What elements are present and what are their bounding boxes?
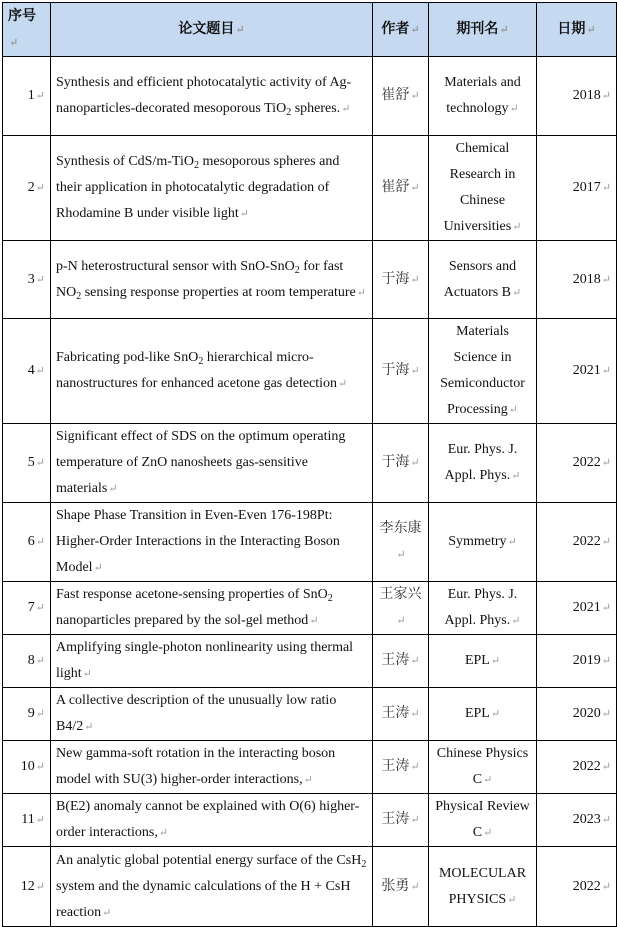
author-name: 王涛 <box>381 759 410 774</box>
cell-title <box>51 794 373 847</box>
paragraph-mark-icon: ↵ <box>35 655 45 667</box>
cell-author <box>373 319 429 424</box>
journal-name: MOLECULAR PHYSICS <box>438 865 527 907</box>
row-index: 11 <box>21 812 35 827</box>
header-title: 论文题目↵ <box>51 3 373 57</box>
cell-journal <box>429 319 537 424</box>
paragraph-mark-icon: ↵ <box>483 827 493 839</box>
paragraph-mark-icon: ↵ <box>512 286 522 299</box>
cell-author <box>373 847 429 927</box>
paragraph-mark-icon: ↵ <box>601 90 611 102</box>
row-index: 10 <box>20 759 35 774</box>
paragraph-mark-icon: ↵ <box>601 761 611 773</box>
publication-year: 2022 <box>572 534 601 549</box>
row-index: 4 <box>27 363 35 378</box>
paragraph-mark-icon: ↵ <box>396 615 406 627</box>
paragraph-mark-icon: ↵ <box>507 536 517 548</box>
row-index: 1 <box>27 88 35 103</box>
cell-author <box>373 794 429 847</box>
paragraph-mark-icon: ↵ <box>341 103 351 115</box>
paragraph-mark-icon: ↵ <box>158 827 169 839</box>
title-text: Synthesis and efficient photocatalytic activity of Ag-nanoparticles-decorated mesoporous TiO <box>56 75 352 116</box>
title-subscript: 2 <box>294 264 300 276</box>
cell-author <box>373 635 429 688</box>
paragraph-mark-icon: ↵ <box>490 708 501 720</box>
cell-date <box>537 57 617 136</box>
paragraph-mark-icon: ↵ <box>601 457 611 469</box>
paragraph-mark-icon: ↵ <box>410 708 420 720</box>
title-text: Shape Phase Transition in Even-Even 176-198Pt: Higher-Order Interactions in the Interacting Boson Model <box>56 508 340 575</box>
paragraph-mark-icon: ↵ <box>235 23 245 36</box>
title-text: New gamma-soft rotation in the interacting boson model with SU(3) higher-order interactions, <box>56 746 336 787</box>
paragraph-mark-icon: ↵ <box>410 761 420 773</box>
journal-name: Symmetry <box>448 534 507 549</box>
table-body <box>3 57 617 927</box>
publication-year: 2022 <box>572 759 601 774</box>
cell-author <box>373 424 429 503</box>
paragraph-mark-icon: ↵ <box>9 36 19 49</box>
paragraph-mark-icon: ↵ <box>35 761 45 773</box>
row-index: 8 <box>27 653 35 668</box>
cell-date <box>537 424 617 503</box>
title-text: sensing response properties at room temperature <box>81 284 356 300</box>
publication-year: 2022 <box>572 455 601 470</box>
paragraph-mark-icon: ↵ <box>410 814 420 826</box>
header-journal: 期刊名↵ <box>429 3 537 57</box>
title-text: Fast response acetone-sensing properties of SnO <box>56 587 328 602</box>
table-row <box>3 688 617 741</box>
cell-date <box>537 794 617 847</box>
cell-title <box>51 741 373 794</box>
paragraph-mark-icon: ↵ <box>35 602 45 614</box>
paragraph-mark-icon: ↵ <box>601 182 611 194</box>
row-index: 6 <box>27 534 35 549</box>
paragraph-mark-icon: ↵ <box>601 536 611 548</box>
cell-author <box>373 57 429 136</box>
publication-year: 2021 <box>572 600 601 615</box>
paragraph-mark-icon: ↵ <box>102 906 112 919</box>
paragraph-mark-icon: ↵ <box>82 668 92 680</box>
author-name: 王涛 <box>381 812 410 827</box>
cell-title <box>51 635 373 688</box>
cell-date <box>537 136 617 241</box>
cell-index <box>3 503 51 582</box>
title-text: Significant effect of SDS on the optimum operating temperature of ZnO nanosheets gas-sensitive materials <box>56 429 346 496</box>
cell-index <box>3 319 51 424</box>
paragraph-mark-icon: ↵ <box>410 880 420 893</box>
paragraph-mark-icon: ↵ <box>108 483 118 495</box>
cell-index <box>3 794 51 847</box>
journal-name: Sensors and Actuators B <box>443 258 517 300</box>
title-subscript: 2 <box>361 858 367 870</box>
cell-title <box>51 688 373 741</box>
papers-table <box>2 2 617 927</box>
paragraph-mark-icon: ↵ <box>35 273 45 286</box>
table-row <box>3 847 617 927</box>
title-subscript: 2 <box>198 356 204 367</box>
paragraph-mark-icon: ↵ <box>35 90 45 102</box>
table-row <box>3 424 617 503</box>
author-name: 王涛 <box>381 706 410 721</box>
paragraph-mark-icon: ↵ <box>511 615 521 627</box>
row-index: 5 <box>27 455 35 470</box>
table-row <box>3 57 617 136</box>
publication-year: 2023 <box>572 812 601 827</box>
journal-name: Chemical Research in Chinese Universities <box>443 141 516 234</box>
cell-author <box>373 582 429 635</box>
paragraph-mark-icon: ↵ <box>84 721 94 733</box>
publication-year: 2022 <box>572 878 601 894</box>
paragraph-mark-icon: ↵ <box>511 470 521 482</box>
author-name: 王涛 <box>381 653 410 668</box>
cell-journal <box>429 503 537 582</box>
paragraph-mark-icon: ↵ <box>601 602 611 614</box>
cell-index <box>3 635 51 688</box>
paragraph-mark-icon: ↵ <box>507 893 517 906</box>
cell-date <box>537 241 617 319</box>
cell-index <box>3 688 51 741</box>
title-text: mesoporous spheres and their application in photocatalytic degradation of Rhodamine B under visible light <box>56 154 340 221</box>
cell-index <box>3 582 51 635</box>
publication-year: 2018 <box>572 271 601 287</box>
title-text: p-N heterostructural sensor with SnO-SnO <box>56 258 295 274</box>
cell-journal <box>429 635 537 688</box>
paragraph-mark-icon: ↵ <box>410 273 420 286</box>
paragraph-mark-icon: ↵ <box>490 655 501 667</box>
author-name: 王家兴 <box>379 587 422 602</box>
journal-name: Materials and technology <box>444 75 521 116</box>
journal-name: Eur. Phys. J. Appl. Phys. <box>444 587 518 628</box>
cell-index <box>3 136 51 241</box>
cell-title <box>51 847 373 927</box>
paragraph-mark-icon: ↵ <box>35 708 45 720</box>
cell-date <box>537 847 617 927</box>
cell-journal <box>429 794 537 847</box>
title-subscript: 2 <box>327 593 333 604</box>
paragraph-mark-icon: ↵ <box>35 365 45 377</box>
cell-title <box>51 136 373 241</box>
table-row <box>3 635 617 688</box>
table-row <box>3 741 617 794</box>
paragraph-mark-icon: ↵ <box>509 103 519 115</box>
cell-title <box>51 503 373 582</box>
paragraph-mark-icon: ↵ <box>396 549 406 561</box>
journal-name: PhysicaI Review C <box>435 799 530 840</box>
paragraph-mark-icon: ↵ <box>601 655 611 667</box>
cell-journal <box>429 424 537 503</box>
cell-date <box>537 582 617 635</box>
title-text: Amplifying single-photon nonlinearity using thermal light <box>56 640 354 681</box>
paragraph-mark-icon: ↵ <box>35 182 45 194</box>
cell-title <box>51 319 373 424</box>
title-text: spheres. <box>291 101 341 116</box>
paragraph-mark-icon: ↵ <box>410 23 420 36</box>
author-name: 于海 <box>381 363 410 378</box>
table-row <box>3 319 617 424</box>
journal-name: Chinese Physics C <box>436 746 529 787</box>
paragraph-mark-icon: ↵ <box>338 378 348 390</box>
paragraph-mark-icon: ↵ <box>499 23 509 36</box>
paragraph-mark-icon: ↵ <box>483 774 493 786</box>
journal-name: EPL <box>464 653 490 668</box>
table-row <box>3 241 617 319</box>
title-subscript: 2 <box>193 160 199 171</box>
table-row <box>3 503 617 582</box>
cell-journal <box>429 688 537 741</box>
journal-name: Materials Science in Semiconductor Processing <box>440 324 525 417</box>
paragraph-mark-icon: ↵ <box>35 457 45 469</box>
journal-name: EPL <box>464 706 490 721</box>
paragraph-mark-icon: ↵ <box>410 457 420 469</box>
author-name: 崔舒 <box>381 180 410 195</box>
table-row <box>3 582 617 635</box>
cell-author <box>373 741 429 794</box>
author-name: 于海 <box>381 455 410 470</box>
cell-date <box>537 635 617 688</box>
title-text: A collective description of the unusually low ratio B4/2 <box>56 693 337 734</box>
paragraph-mark-icon: ↵ <box>410 655 420 667</box>
paragraph-mark-icon: ↵ <box>35 814 45 826</box>
row-index: 2 <box>27 180 35 195</box>
cell-index <box>3 741 51 794</box>
cell-journal <box>429 582 537 635</box>
publication-year: 2018 <box>572 88 601 103</box>
cell-author <box>373 241 429 319</box>
cell-journal <box>429 741 537 794</box>
title-subscript: 2 <box>286 107 292 118</box>
author-name: 李东康 <box>379 521 422 536</box>
cell-index <box>3 424 51 503</box>
row-index: 3 <box>27 271 35 287</box>
cell-author <box>373 136 429 241</box>
journal-name: Eur. Phys. J. Appl. Phys. <box>444 442 518 483</box>
title-text: Fabricating pod-like SnO <box>56 350 199 365</box>
paragraph-mark-icon: ↵ <box>601 273 611 286</box>
header-author: 作者↵ <box>373 3 429 57</box>
cell-journal <box>429 241 537 319</box>
paragraph-mark-icon: ↵ <box>601 365 611 377</box>
cell-journal <box>429 57 537 136</box>
title-text: Synthesis of CdS/m-TiO <box>56 154 194 169</box>
paragraph-mark-icon: ↵ <box>303 774 313 786</box>
paragraph-mark-icon: ↵ <box>410 365 420 377</box>
header-date: 日期↵ <box>537 3 617 57</box>
author-name: 张勇 <box>381 878 410 894</box>
cell-title <box>51 57 373 136</box>
cell-journal <box>429 847 537 927</box>
title-subscript: 2 <box>76 290 82 302</box>
paragraph-mark-icon: ↵ <box>35 536 45 548</box>
cell-title <box>51 582 373 635</box>
table-row <box>3 136 617 241</box>
cell-index <box>3 57 51 136</box>
publication-year: 2017 <box>572 180 601 195</box>
paragraph-mark-icon: ↵ <box>93 562 103 574</box>
publication-year: 2019 <box>572 653 601 668</box>
paragraph-mark-icon: ↵ <box>35 880 45 893</box>
cell-journal <box>429 136 537 241</box>
cell-title <box>51 424 373 503</box>
title-text: nanoparticles prepared by the sol-gel method <box>56 613 309 628</box>
title-text: system and the dynamic calculations of the H + CsH reaction <box>56 878 351 920</box>
paragraph-mark-icon: ↵ <box>601 814 611 826</box>
paragraph-mark-icon: ↵ <box>508 404 518 416</box>
title-text: An analytic global potential energy surface of the CsH <box>56 852 362 868</box>
header-index: 序号↵ <box>3 3 51 57</box>
paragraph-mark-icon: ↵ <box>239 208 249 220</box>
cell-author <box>373 688 429 741</box>
cell-date <box>537 688 617 741</box>
paragraph-mark-icon: ↵ <box>512 221 522 233</box>
paragraph-mark-icon: ↵ <box>356 286 366 299</box>
table-row <box>3 794 617 847</box>
publication-year: 2021 <box>572 363 601 378</box>
cell-index <box>3 241 51 319</box>
header-row <box>3 3 617 57</box>
title-text: for fast NO <box>56 258 344 300</box>
row-index: 9 <box>27 706 35 721</box>
title-text: hierarchical micro-nanostructures for enhanced acetone gas detection <box>56 350 338 391</box>
cell-index <box>3 847 51 927</box>
paragraph-mark-icon: ↵ <box>309 615 319 627</box>
cell-author <box>373 503 429 582</box>
paragraph-mark-icon: ↵ <box>601 880 611 893</box>
cell-date <box>537 319 617 424</box>
paragraph-mark-icon: ↵ <box>601 708 611 720</box>
title-text: B(E2) anomaly cannot be explained with O(6) higher-order interactions, <box>56 799 360 840</box>
paragraph-mark-icon: ↵ <box>410 90 420 102</box>
cell-date <box>537 741 617 794</box>
cell-title <box>51 241 373 319</box>
author-name: 崔舒 <box>381 88 410 103</box>
author-name: 于海 <box>381 271 410 287</box>
row-index: 12 <box>20 878 35 894</box>
paragraph-mark-icon: ↵ <box>586 23 596 36</box>
paragraph-mark-icon: ↵ <box>410 182 420 194</box>
cell-date <box>537 503 617 582</box>
row-index: 7 <box>27 600 35 615</box>
publication-year: 2020 <box>572 706 601 721</box>
